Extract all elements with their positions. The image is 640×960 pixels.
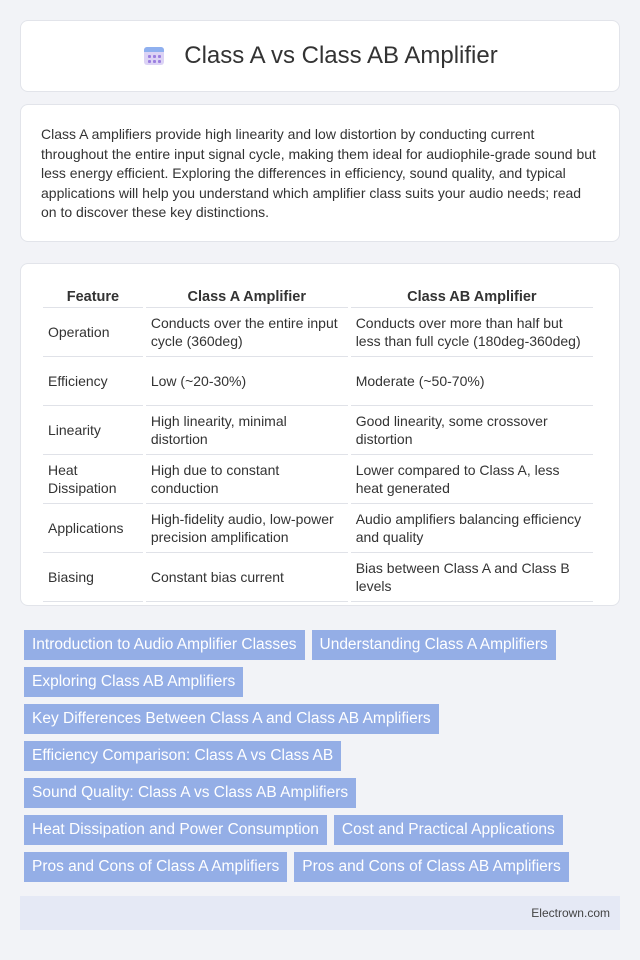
table-cell: Bias between Class A and Class B levels: [351, 553, 593, 602]
table-row: [43, 504, 593, 553]
table-cell: Linearity: [43, 406, 143, 455]
table-cell: Applications: [43, 504, 143, 553]
topic-tag-link[interactable]: Key Differences Between Class A and Class AB Amplifiers: [24, 704, 439, 734]
topic-tag-link[interactable]: Introduction to Audio Amplifier Classes: [24, 630, 305, 660]
topic-tag-link[interactable]: Cost and Practical Applications: [334, 815, 563, 845]
table-cell: Moderate (~50-70%): [351, 357, 593, 406]
intro-card: [20, 104, 620, 242]
table-row: [43, 357, 593, 406]
table-cell: Operation: [43, 308, 143, 357]
footer: [20, 896, 620, 930]
table-cell: Biasing: [43, 553, 143, 602]
tag-row: [24, 630, 620, 660]
tag-row: [24, 815, 620, 845]
tag-row: [24, 778, 620, 808]
topic-tag-link[interactable]: Understanding Class A Amplifiers: [312, 630, 556, 660]
topic-tag-link[interactable]: Heat Dissipation and Power Consumption: [24, 815, 327, 845]
calendar-grid-icon: [142, 44, 166, 68]
header-feature: Feature: [43, 284, 143, 308]
table-cell: High linearity, minimal distortion: [146, 406, 348, 455]
table-cell: Lower compared to Class A, less heat generated: [351, 455, 593, 504]
table-cell: Heat Dissipation: [43, 455, 143, 504]
topic-tag-link[interactable]: Exploring Class AB Amplifiers: [24, 667, 243, 697]
table-cell: Conducts over the entire input cycle (360deg): [146, 308, 348, 357]
header-class-ab: Class AB Amplifier: [351, 284, 593, 308]
table-cell: Conducts over more than half but less than full cycle (180deg-360deg): [351, 308, 593, 357]
footer-site-link[interactable]: Electrown.com: [531, 906, 610, 920]
table-cell: Constant bias current: [146, 553, 348, 602]
tag-row: [24, 852, 620, 882]
table-row: [43, 308, 593, 357]
table-cell: High-fidelity audio, low-power precision amplification: [146, 504, 348, 553]
table-header-row: [43, 284, 593, 308]
tag-row: [24, 741, 620, 771]
table-cell: Low (~20-30%): [146, 357, 348, 406]
table-cell: Efficiency: [43, 357, 143, 406]
table-cell: High due to constant conduction: [146, 455, 348, 504]
topic-tag-link[interactable]: Pros and Cons of Class AB Amplifiers: [294, 852, 568, 882]
tag-row: [24, 704, 620, 734]
topic-tags: [24, 630, 620, 889]
intro-paragraph: Class A amplifiers provide high linearity and low distortion by conducting current throughout the entire input signal cycle, making them ideal for audiophile-grade sound but less energy efficient. Exploring the differences in efficiency, sound quality, and typical applications will help you understand which amplifier class suits your audio needs; read on to discover these key distinctions.: [41, 126, 596, 220]
tag-row: [24, 667, 620, 697]
topic-tag-link[interactable]: Sound Quality: Class A vs Class AB Amplifiers: [24, 778, 356, 808]
topic-tag-link[interactable]: Efficiency Comparison: Class A vs Class AB: [24, 741, 341, 771]
table-cell: Audio amplifiers balancing efficiency and quality: [351, 504, 593, 553]
topic-tag-link[interactable]: Pros and Cons of Class A Amplifiers: [24, 852, 287, 882]
table-row: [43, 553, 593, 602]
header-class-a: Class A Amplifier: [146, 284, 348, 308]
page-title: Class A vs Class AB Amplifier: [184, 42, 498, 69]
comparison-table: [40, 284, 596, 602]
comparison-table-card: [20, 263, 620, 606]
table-row: [43, 406, 593, 455]
table-cell: Good linearity, some crossover distortion: [351, 406, 593, 455]
table-row: [43, 455, 593, 504]
title-card: [20, 20, 620, 92]
